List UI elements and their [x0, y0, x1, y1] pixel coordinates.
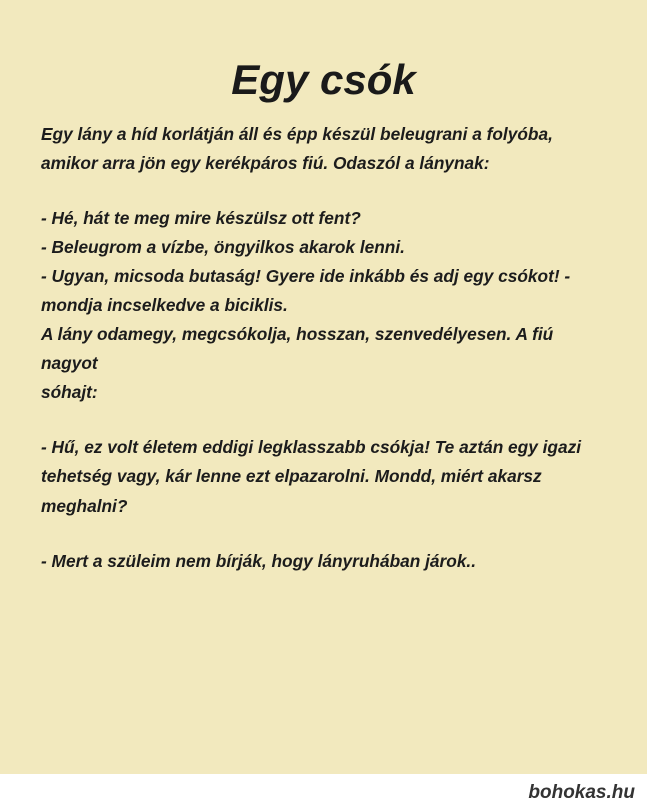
joke-line: amikor arra jön egy kerékpáros fiú. Odaszól a lánynak:: [41, 153, 490, 174]
joke-line: mondja incselkedve a biciklis.: [41, 295, 288, 316]
joke-line: - Beleugrom a vízbe, öngyilkos akarok lenni.: [41, 237, 405, 258]
site-watermark: bohokas.hu: [528, 782, 635, 803]
joke-line: - Ugyan, micsoda butaság! Gyere ide inkább és adj egy csókot! -: [41, 266, 571, 287]
footer-bar: [0, 774, 647, 810]
joke-text-body: [41, 120, 611, 576]
joke-line: sóhajt:: [41, 382, 98, 403]
joke-line: Egy lány a híd korlátján áll és épp készül beleugrani a folyóba,: [41, 124, 553, 144]
joke-line: - Hé, hát te meg mire készülsz ott fent?: [41, 208, 361, 229]
joke-line: tehetség vagy, kár lenne ezt elpazarolni. Mondd, miért akarsz: [41, 466, 542, 487]
joke-line: meghalni?: [41, 495, 128, 516]
joke-line-blank: [41, 521, 611, 547]
joke-line: - Hű, ez volt életem eddigi legklasszabb csókja! Te aztán egy igazi: [41, 437, 582, 458]
joke-line-blank: [41, 407, 611, 433]
joke-line-blank: [41, 178, 611, 204]
joke-line: - Mert a szüleim nem bírják, hogy lányruhában járok..: [41, 550, 477, 571]
page-title: Egy csók: [231, 56, 416, 103]
joke-line: A lány odamegy, megcsókolja, hosszan, szenvedélyesen. A fiú nagyot: [41, 324, 559, 374]
